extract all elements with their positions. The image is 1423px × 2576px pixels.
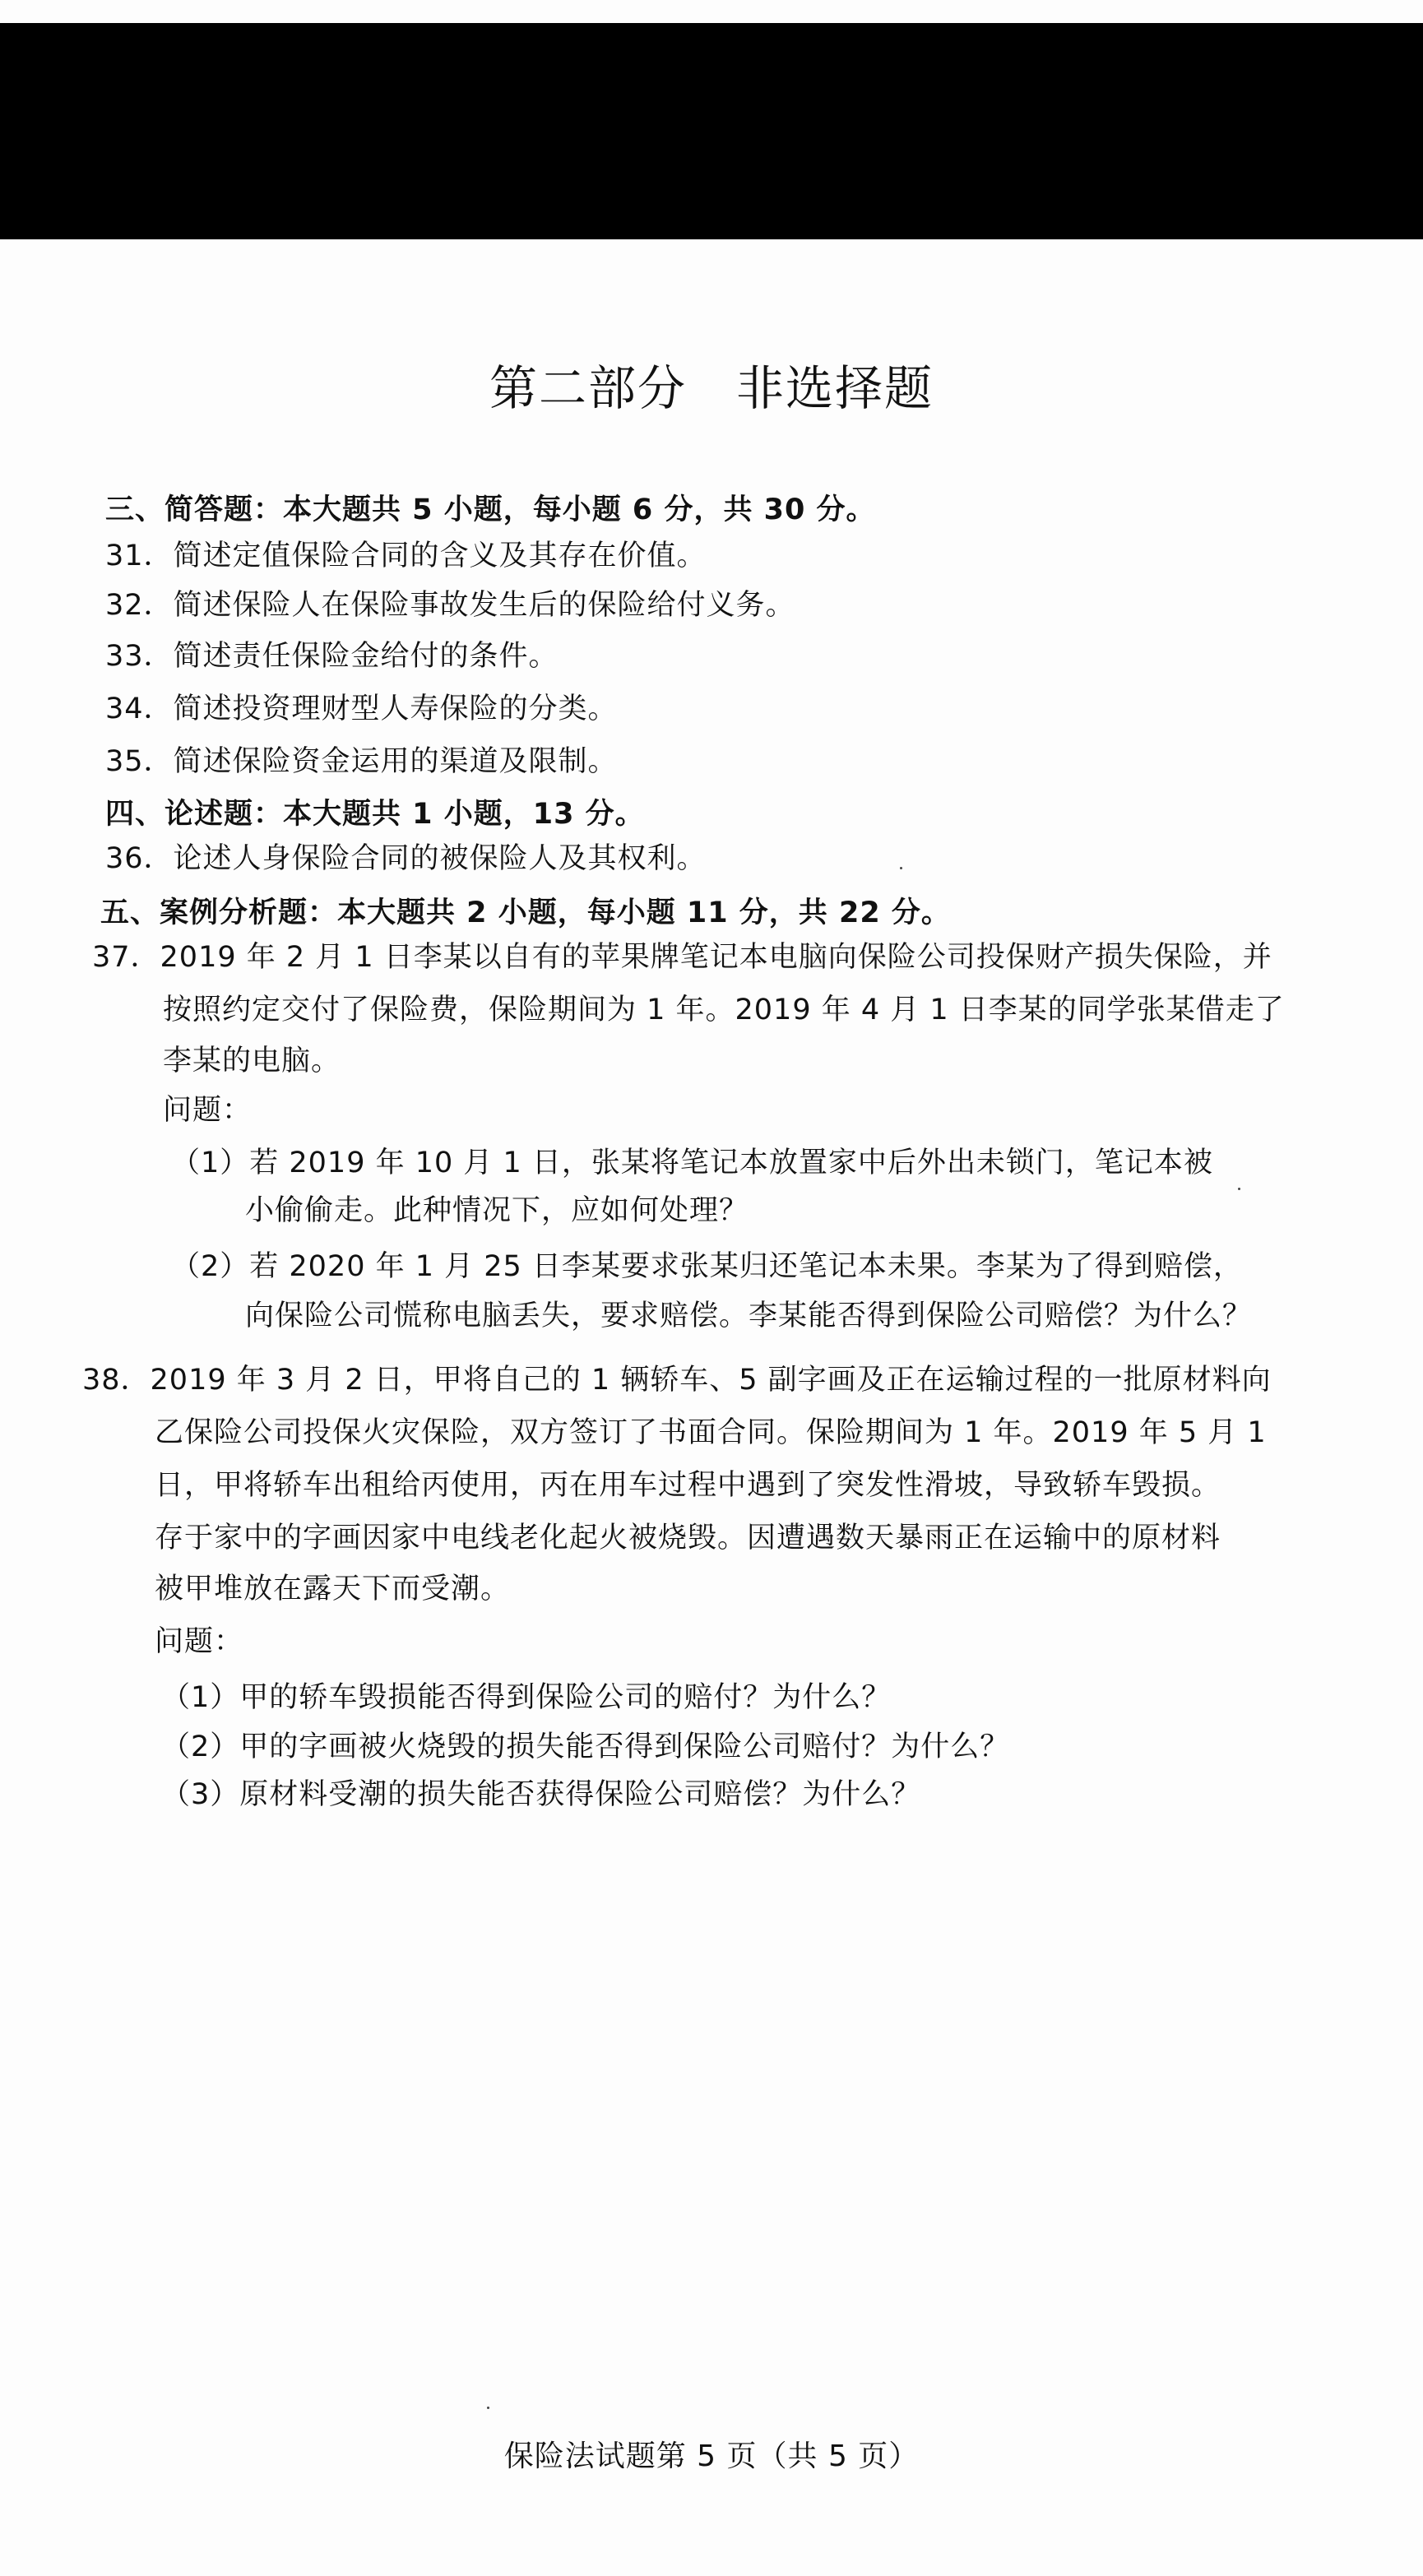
- question-38-line-3: 日，甲将轿车出租给丙使用，丙在用车过程中遇到了突发性滑坡，导致轿车毁损。: [155, 1469, 1221, 1502]
- section-heading-essay: 四、论述题：本大题共 1 小题，13 分。: [105, 798, 645, 831]
- scan-speck: [487, 2407, 489, 2409]
- question-38-line-4: 存于家中的字画因家中电线老化起火被烧毁。因遭遇数天暴雨正在运输中的原材料: [155, 1522, 1221, 1554]
- scan-speck: [1238, 1188, 1240, 1190]
- section-heading-case-analysis: 五、案例分析题：本大题共 2 小题，每小题 11 分，共 22 分。: [100, 897, 951, 929]
- question-37-line-1: 37．2019 年 2 月 1 日李某以自有的苹果牌笔记本电脑向保险公司投保财产损失保险，并: [92, 941, 1272, 974]
- question-38-sub-1: （1）甲的轿车毁损能否得到保险公司的赔付？为什么？: [161, 1681, 892, 1714]
- question-37-line-2: 按照约定交付了保险费，保险期间为 1 年。2019 年 4 月 1 日李某的同学张某借走了: [163, 994, 1285, 1026]
- question-37-prompt: 问题：: [163, 1094, 253, 1127]
- question-37-sub-2-line-2: 向保险公司慌称电脑丢失，要求赔偿。李某能否得到保险公司赔偿？为什么？: [245, 1300, 1253, 1332]
- redaction-bar: [0, 23, 1423, 239]
- question-37-sub-1-line-2: 小偷偷走。此种情况下，应如何处理？: [245, 1194, 749, 1227]
- question-38-line-2: 乙保险公司投保火灾保险，双方签订了书面合同。保险期间为 1 年。2019 年 5 月 1: [155, 1416, 1267, 1449]
- question-36: 36．论述人身保险合同的被保险人及其权利。: [105, 842, 707, 875]
- question-38-line-5: 被甲堆放在露天下而受潮。: [155, 1573, 511, 1605]
- question-34: 34．简述投资理财型人寿保险的分类。: [105, 693, 618, 725]
- question-35: 35．简述保险资金运用的渠道及限制。: [105, 745, 618, 778]
- question-38-line-1: 38．2019 年 3 月 2 日，甲将自己的 1 辆轿车、5 副字画及正在运输过程的一批原材料向: [82, 1364, 1272, 1397]
- question-32: 32．简述保险人在保险事故发生后的保险给付义务。: [105, 589, 795, 622]
- question-38-sub-2: （2）甲的字画被火烧毁的损失能否得到保险公司赔付？为什么？: [161, 1730, 1010, 1763]
- question-33: 33．简述责任保险金给付的条件。: [105, 640, 559, 673]
- page-footer: 保险法试题第 5 页（共 5 页）: [503, 2439, 920, 2473]
- question-37-sub-1-line-1: （1）若 2019 年 10 月 1 日，张某将笔记本放置家中后外出未锁门，笔记本被: [171, 1147, 1213, 1179]
- question-38-prompt: 问题：: [155, 1625, 244, 1658]
- page-title: 第二部分 非选择题: [489, 360, 934, 416]
- question-37-sub-2-line-1: （2）若 2020 年 1 月 25 日李某要求张某归还笔记本未果。李某为了得到赔偿，: [171, 1250, 1243, 1283]
- question-38-sub-3: （3）原材料受潮的损失能否获得保险公司赔偿？为什么？: [161, 1778, 921, 1811]
- question-31: 31．简述定值保险合同的含义及其存在价值。: [105, 540, 707, 572]
- question-37-line-3: 李某的电脑。: [163, 1045, 341, 1077]
- scan-speck: [900, 867, 902, 869]
- section-heading-short-answer: 三、简答题：本大题共 5 小题，每小题 6 分，共 30 分。: [105, 493, 876, 526]
